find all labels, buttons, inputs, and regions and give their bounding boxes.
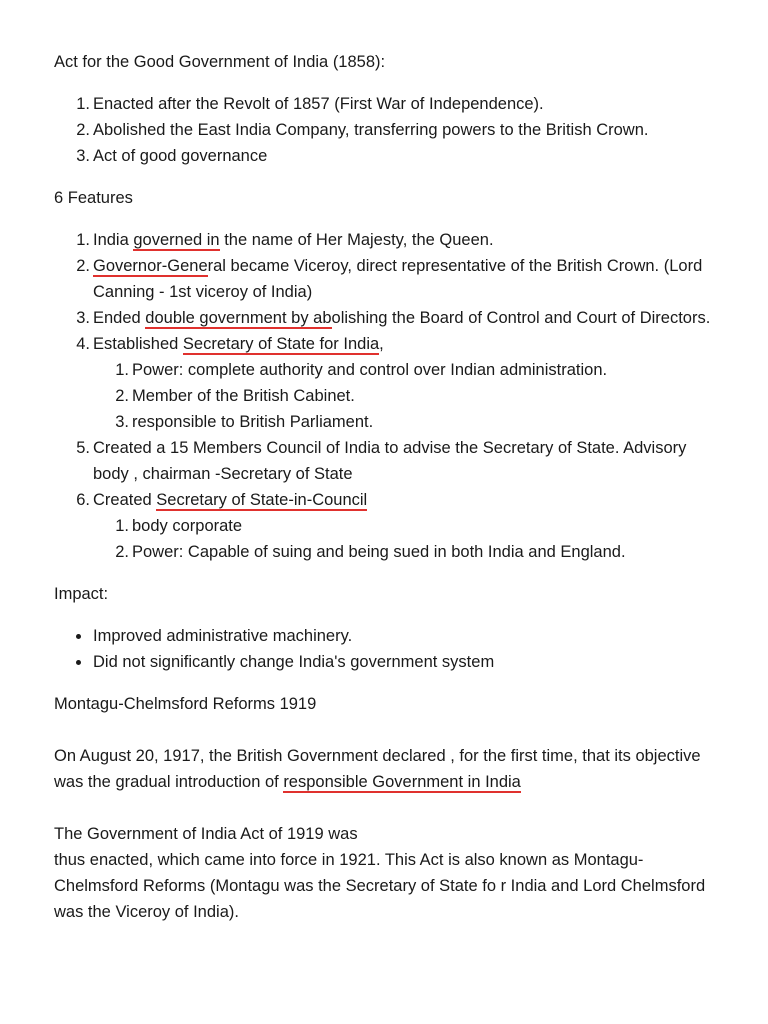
bullet-icon (76, 634, 81, 639)
document-page (54, 49, 714, 925)
list-item: 2. Abolished the East India Company, transferring powers to the British Crown. (76, 121, 649, 139)
heading-montagu-chelmsford: Montagu-Chelmsford Reforms 1919 (54, 695, 317, 713)
list-item-text: Abolished the East India Company, transferring powers to the British Crown. (93, 121, 649, 139)
paragraph-act-1919: The Government of India Act of 1919 was thus enacted, which came into force in 1921. This Act is also known as Montagu-Chelmsford Reforms (Montagu was the Secretary of State fo r India and Lord Chelmsford was the Viceroy of India). (54, 825, 706, 921)
feature-item-1: 1. India governed in the name of Her Majesty, the Queen. (76, 231, 494, 249)
heading-features: 6 Features (54, 189, 133, 207)
feature-4-sublist (93, 357, 714, 435)
heading-impact: Impact: (54, 585, 109, 603)
highlight-underline: governed in (133, 231, 220, 249)
feature-6-sublist (93, 513, 714, 565)
highlight-underline: Secretary of State-in-Council (156, 491, 368, 509)
impact-list (54, 623, 714, 675)
feature-item-4: 4. Established Secretary of State for India, 1. Power: complete authority and control over Indian administration. 2. Member of the British Cabinet. 3. responsible to British Parliament. (54, 331, 714, 435)
list-item: 1. Enacted after the Revolt of 1857 (First War of Independence). (76, 95, 544, 113)
highlight-underline: responsible Government in India (283, 773, 521, 791)
intro-list (54, 91, 714, 169)
sub-item: 3. responsible to British Parliament. (115, 413, 374, 431)
sub-item: 2. Member of the British Cabinet. (115, 387, 355, 405)
sub-item: 1. Power: complete authority and control over Indian administration. (115, 361, 608, 379)
list-item: Improved administrative machinery. (54, 623, 714, 649)
sub-item: 1. body corporate (115, 517, 243, 535)
heading-act-1858: Act for the Good Government of India (1858): (54, 53, 386, 71)
list-item: Did not significantly change India's government system (54, 649, 714, 675)
feature-item-5: 5. Created a 15 Members Council of India to advise the Secretary of State. Advisory body , chairman -Secretary of State (76, 439, 687, 483)
highlight-underline: Governor-Gene (93, 257, 208, 275)
features-list (54, 227, 714, 565)
list-item-text: Enacted after the Revolt of 1857 (First War of Independence). (93, 95, 544, 113)
paragraph-1917-declaration: On August 20, 1917, the British Government declared , for the first time, that its objective was the gradual introduction of responsible Government in India (54, 747, 701, 791)
highlight-underline: double government by ab (145, 309, 332, 327)
list-item-text: Act of good governance (93, 147, 268, 165)
feature-item-3: 3. Ended double government by abolishing the Board of Control and Court of Directors. (76, 309, 711, 327)
list-item: 3. Act of good governance (76, 147, 268, 165)
feature-item-6: 6. Created Secretary of State-in-Council 1. body corporate 2. Power: Capable of suing and being sued in both India and England. (54, 487, 714, 565)
feature-item-2: 2. Governor-General became Viceroy, direct representative of the British Crown. (Lord Canning - 1st viceroy of India) (76, 257, 703, 301)
bullet-icon (76, 660, 81, 665)
highlight-underline: Secretary of State for India (182, 335, 380, 353)
sub-item: 2. Power: Capable of suing and being sued in both India and England. (115, 543, 626, 561)
